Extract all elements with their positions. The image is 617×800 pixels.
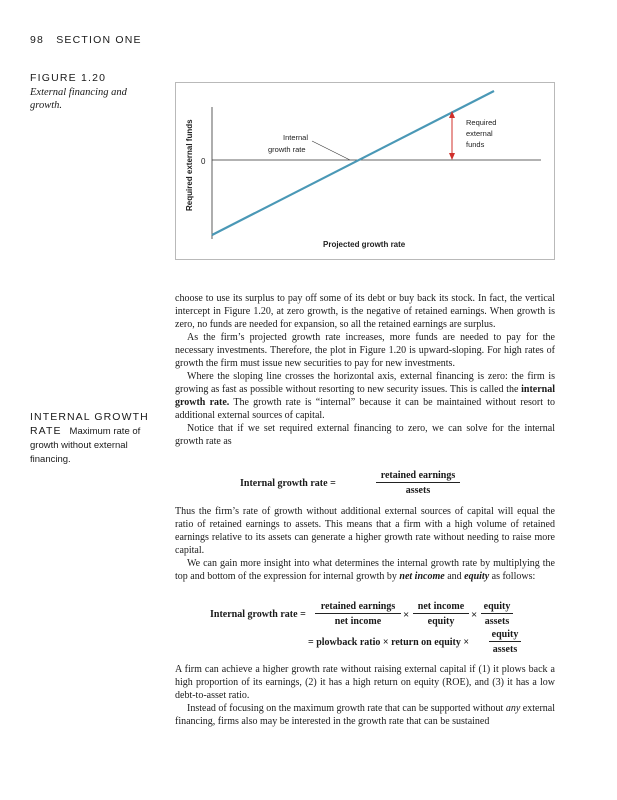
p8-text-b: external financing, firms also may be interested in the growth rate that can be sustained [175, 703, 555, 727]
eq3-denominator: assets [492, 644, 518, 655]
paragraph-8 [175, 702, 555, 728]
eq2-f1-numerator: retained earnings [315, 601, 401, 614]
glossary-term-line2: RATE [30, 425, 62, 437]
page-number: 98 [30, 34, 45, 46]
internal-label-2: growth rate [268, 145, 306, 154]
internal-leader [312, 141, 350, 160]
figure-caption: External financing and growth. [30, 87, 127, 111]
paragraph-1: choose to use its surplus to pay off some of its debt or buy back its stock. In fact, the vertical intercept in Figure 1.20, at zero growth, is the negative of retained earnings. When growth is zero, no funds are needed for expansion, so all the retained earnings are surplus. [175, 293, 555, 330]
paragraph-4: Notice that if we set required external financing to zero, we can solve for the internal growth rate as [175, 423, 555, 447]
p6-text-b: and [444, 571, 465, 582]
p3-text-a: Where the sloping line crosses the horizontal axis, external financing is zero: the firm is growing as fast as possible without resorting to new security issues. This is called the [175, 371, 555, 395]
eq1-fraction [376, 470, 460, 496]
margin-glossary [30, 410, 160, 467]
p8-any: any [505, 703, 521, 714]
figure-svg [176, 83, 554, 259]
eq1-lhs: Internal growth rate = [240, 478, 336, 489]
figure-label: FIGURE 1.20 [30, 72, 107, 84]
eq2-f2-numerator: net income [413, 601, 469, 614]
eq3-fraction [489, 629, 521, 655]
eq2-f1-denominator: net income [334, 616, 382, 627]
paragraph-3 [175, 370, 555, 422]
y-axis-label: Required external funds [185, 119, 194, 211]
p3-term-internal-growth-rate: internal growth rate. [175, 384, 555, 408]
required-arrow-head-bottom [449, 153, 455, 160]
eq1-denominator: assets [405, 485, 431, 496]
eq3-numerator: equity [489, 629, 521, 642]
p6-net-income: net income [399, 571, 445, 582]
p6-equity: equity [464, 571, 490, 582]
glossary-def-line3: financing. [30, 454, 71, 465]
required-label-1: Required [466, 118, 497, 127]
p3-text-b: The growth rate is “internal” because it can be maintained without resort to additional external sources of capital. [175, 397, 556, 421]
eq2-f3-numerator: equity [481, 601, 513, 614]
running-head [30, 34, 142, 46]
zero-label: 0 [201, 157, 206, 166]
eq2-times-1: × [403, 609, 410, 621]
body-block-3 [175, 663, 555, 728]
body-block-1 [175, 292, 555, 448]
paragraph-7: A firm can achieve a higher growth rate without raising external capital if (1) it plows back a high proportion of its earnings, (2) it has a high return on equity (ROE), and (3) it has a low debt-to-asset ratio. [175, 664, 555, 701]
glossary-line2 [30, 424, 160, 439]
glossary-def-line1: Maximum rate of [69, 426, 141, 437]
p6-text-c: as follows: [489, 571, 536, 582]
eq1-numerator: retained earnings [376, 470, 460, 483]
p8-text-a: Instead of focusing on the maximum growth rate that can be supported without [187, 703, 506, 714]
eq2-fraction-2 [413, 601, 469, 627]
paragraph-2: As the firm’s projected growth rate increases, more funds are needed to pay for the necessary investments. Therefore, the plot in Figure 1.20 is upward-sloping. For high rates of growth the firm must issue new securities to pay for new investments. [175, 332, 555, 369]
glossary-term-line1: INTERNAL GROWTH [30, 411, 149, 423]
p6-text-a: We can gain more insight into what determines the internal growth rate by multiplying the top and bottom of the expression for internal growth by [175, 558, 555, 582]
eq2-f3-denominator: assets [484, 616, 510, 627]
x-axis-label: Projected growth rate [323, 240, 406, 249]
eq2-fraction-1 [315, 601, 401, 627]
required-label-3: funds [466, 140, 485, 149]
section-title: SECTION ONE [56, 34, 142, 46]
paragraph-5: Thus the firm’s rate of growth without additional external sources of capital will equal the ratio of retained earnings to assets. This means that a firm with a high volume of retained earnings relative to its assets can generate a higher growth rate without needing to raise more capital. [175, 506, 555, 556]
eq2-times-2: × [471, 609, 478, 621]
eq3-lhs: = plowback ratio × return on equity × [308, 637, 470, 648]
eq2-lhs: Internal growth rate = [210, 609, 306, 620]
eq2-f2-denominator: equity [427, 616, 455, 627]
required-label-2: external [466, 129, 493, 138]
eq2-fraction-3 [481, 601, 513, 627]
internal-label-1: Internal [283, 133, 309, 142]
paragraph-6 [175, 557, 555, 583]
figure-chart [175, 82, 555, 260]
body-block-2 [175, 505, 555, 583]
glossary-def-line2: growth without external [30, 440, 128, 451]
